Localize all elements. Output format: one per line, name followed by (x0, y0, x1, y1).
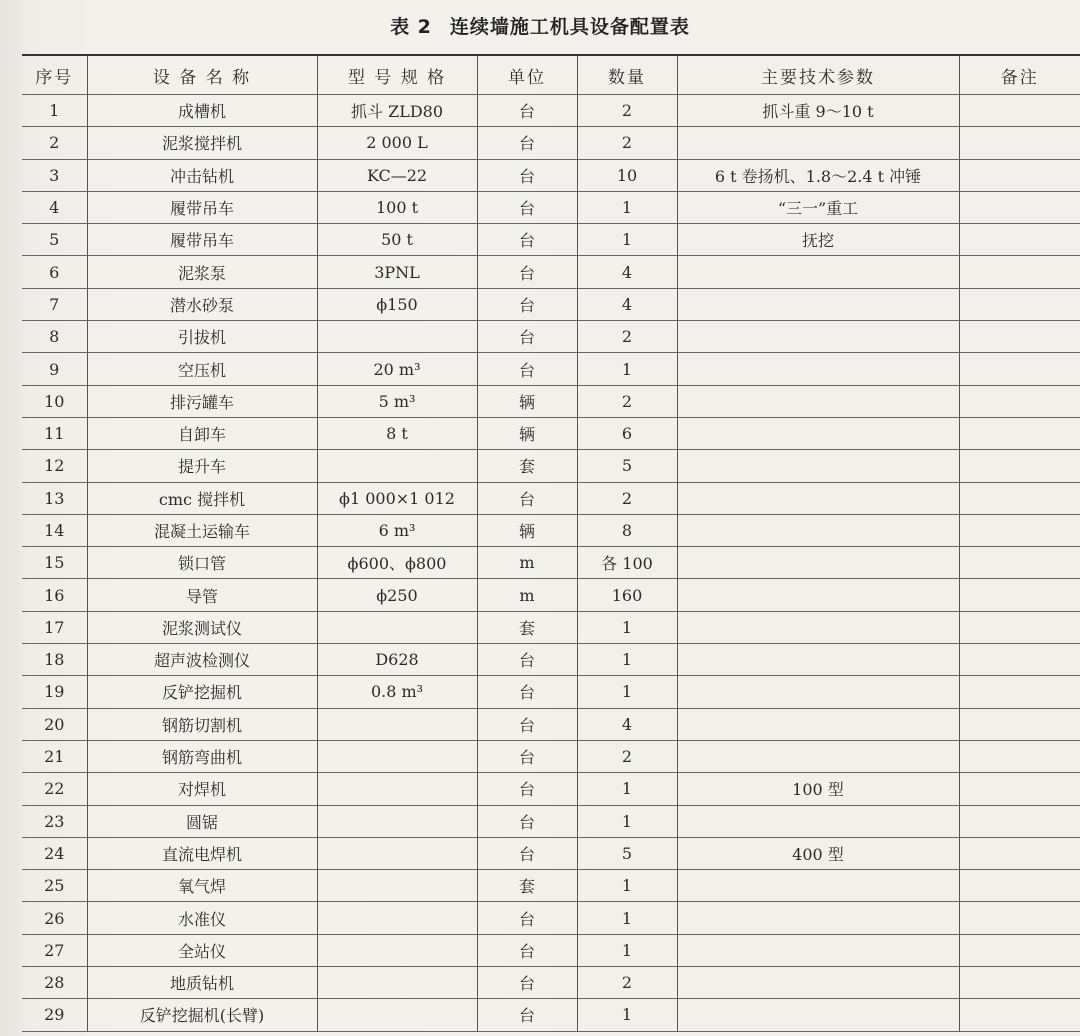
cell-model: KC—22 (317, 159, 477, 191)
cell-unit: 辆 (477, 514, 577, 546)
table-row (22, 321, 1080, 353)
equipment-table (22, 54, 1080, 1032)
table-body (22, 95, 1080, 1032)
cell-quantity: 1 (577, 191, 677, 223)
cell-unit: 台 (477, 644, 577, 676)
cell-name: 泥浆泵 (87, 256, 317, 288)
cell-quantity: 2 (577, 321, 677, 353)
cell-unit: 台 (477, 191, 577, 223)
cell-quantity: 1 (577, 999, 677, 1031)
cell-remarks (959, 967, 1080, 999)
cell-index: 8 (22, 321, 87, 353)
cell-quantity: 5 (577, 837, 677, 869)
cell-model (317, 934, 477, 966)
cell-quantity: 2 (577, 95, 677, 127)
cell-index: 22 (22, 773, 87, 805)
cell-remarks (959, 644, 1080, 676)
cell-parameters (677, 353, 959, 385)
cell-name: 地质钻机 (87, 967, 317, 999)
cell-unit: 台 (477, 805, 577, 837)
cell-unit: 台 (477, 902, 577, 934)
cell-model: 6 m³ (317, 514, 477, 546)
cell-parameters (677, 579, 959, 611)
table-row (22, 934, 1080, 966)
cell-model: ϕ250 (317, 579, 477, 611)
cell-unit: 台 (477, 127, 577, 159)
cell-quantity: 各 100 (577, 547, 677, 579)
cell-name: 钢筋弯曲机 (87, 740, 317, 772)
cell-unit: 台 (477, 999, 577, 1031)
cell-index: 21 (22, 740, 87, 772)
cell-remarks (959, 353, 1080, 385)
cell-index: 10 (22, 385, 87, 417)
cell-name: 钢筋切割机 (87, 708, 317, 740)
cell-model (317, 902, 477, 934)
table-row (22, 127, 1080, 159)
cell-index: 20 (22, 708, 87, 740)
cell-unit: 台 (477, 934, 577, 966)
cell-parameters (677, 870, 959, 902)
cell-remarks (959, 740, 1080, 772)
header-parameters: 主要技术参数 (677, 55, 959, 95)
cell-unit: m (477, 579, 577, 611)
cell-quantity: 2 (577, 740, 677, 772)
cell-index: 6 (22, 256, 87, 288)
cell-model (317, 967, 477, 999)
cell-name: 提升车 (87, 450, 317, 482)
cell-remarks (959, 676, 1080, 708)
cell-name: cmc 搅拌机 (87, 482, 317, 514)
cell-remarks (959, 127, 1080, 159)
cell-unit: 台 (477, 676, 577, 708)
cell-parameters (677, 482, 959, 514)
table-row (22, 676, 1080, 708)
cell-quantity: 1 (577, 353, 677, 385)
table-row (22, 417, 1080, 449)
table-row (22, 482, 1080, 514)
cell-quantity: 1 (577, 902, 677, 934)
cell-quantity: 5 (577, 450, 677, 482)
cell-model: 抓斗 ZLD80 (317, 95, 477, 127)
cell-model: ϕ150 (317, 288, 477, 320)
cell-index: 27 (22, 934, 87, 966)
cell-unit: 台 (477, 288, 577, 320)
cell-remarks (959, 934, 1080, 966)
table-row (22, 837, 1080, 869)
cell-parameters (677, 676, 959, 708)
cell-index: 26 (22, 902, 87, 934)
cell-name: 混凝土运输车 (87, 514, 317, 546)
cell-quantity: 1 (577, 224, 677, 256)
cell-index: 15 (22, 547, 87, 579)
table-caption: 连续墙施工机具设备配置表 (449, 16, 690, 38)
cell-model: 20 m³ (317, 353, 477, 385)
cell-model: 0.8 m³ (317, 676, 477, 708)
cell-model: 8 t (317, 417, 477, 449)
cell-name: 水准仪 (87, 902, 317, 934)
cell-parameters (677, 547, 959, 579)
cell-name: 冲击钻机 (87, 159, 317, 191)
header-index: 序号 (22, 55, 87, 95)
cell-index: 14 (22, 514, 87, 546)
cell-index: 11 (22, 417, 87, 449)
cell-index: 16 (22, 579, 87, 611)
cell-parameters (677, 708, 959, 740)
table-row (22, 547, 1080, 579)
header-model: 型 号 规 格 (317, 55, 477, 95)
cell-name: 全站仪 (87, 934, 317, 966)
cell-name: 履带吊车 (87, 191, 317, 223)
table-row (22, 902, 1080, 934)
cell-name: 泥浆测试仪 (87, 611, 317, 643)
cell-remarks (959, 191, 1080, 223)
cell-model (317, 999, 477, 1031)
cell-unit: 台 (477, 321, 577, 353)
table-header (22, 55, 1080, 95)
cell-parameters: 抚挖 (677, 224, 959, 256)
table-row (22, 95, 1080, 127)
cell-remarks (959, 805, 1080, 837)
cell-model: 5 m³ (317, 385, 477, 417)
cell-parameters: 400 型 (677, 837, 959, 869)
cell-parameters (677, 902, 959, 934)
cell-name: 反铲挖掘机 (87, 676, 317, 708)
cell-remarks (959, 385, 1080, 417)
cell-name: 超声波检测仪 (87, 644, 317, 676)
cell-parameters (677, 256, 959, 288)
cell-index: 29 (22, 999, 87, 1031)
cell-parameters: 100 型 (677, 773, 959, 805)
cell-name: 直流电焊机 (87, 837, 317, 869)
header-quantity: 数量 (577, 55, 677, 95)
cell-quantity: 1 (577, 805, 677, 837)
cell-model: 50 t (317, 224, 477, 256)
cell-model (317, 837, 477, 869)
cell-quantity: 8 (577, 514, 677, 546)
cell-remarks (959, 708, 1080, 740)
header-name: 设 备 名 称 (87, 55, 317, 95)
cell-parameters (677, 805, 959, 837)
cell-name: 排污罐车 (87, 385, 317, 417)
cell-parameters (677, 385, 959, 417)
cell-index: 5 (22, 224, 87, 256)
table-row (22, 805, 1080, 837)
cell-name: 空压机 (87, 353, 317, 385)
cell-remarks (959, 837, 1080, 869)
cell-parameters (677, 417, 959, 449)
cell-remarks (959, 482, 1080, 514)
cell-name: 引拔机 (87, 321, 317, 353)
cell-index: 12 (22, 450, 87, 482)
header-row (22, 55, 1080, 95)
cell-index: 23 (22, 805, 87, 837)
cell-index: 7 (22, 288, 87, 320)
table-title (0, 12, 1080, 39)
cell-name: 圆锯 (87, 805, 317, 837)
table-row (22, 514, 1080, 546)
cell-index: 3 (22, 159, 87, 191)
table-row (22, 385, 1080, 417)
table-row (22, 967, 1080, 999)
cell-index: 28 (22, 967, 87, 999)
table-row (22, 773, 1080, 805)
cell-unit: 台 (477, 159, 577, 191)
cell-quantity: 2 (577, 385, 677, 417)
cell-index: 9 (22, 353, 87, 385)
cell-model (317, 708, 477, 740)
cell-quantity: 1 (577, 870, 677, 902)
cell-remarks (959, 224, 1080, 256)
header-unit: 单位 (477, 55, 577, 95)
cell-index: 4 (22, 191, 87, 223)
table-row (22, 740, 1080, 772)
cell-remarks (959, 999, 1080, 1031)
cell-name: 履带吊车 (87, 224, 317, 256)
cell-remarks (959, 256, 1080, 288)
cell-quantity: 1 (577, 773, 677, 805)
cell-unit: 台 (477, 740, 577, 772)
cell-parameters (677, 450, 959, 482)
cell-unit: m (477, 547, 577, 579)
cell-quantity: 2 (577, 127, 677, 159)
cell-unit: 套 (477, 870, 577, 902)
cell-unit: 台 (477, 224, 577, 256)
cell-quantity: 6 (577, 417, 677, 449)
cell-quantity: 2 (577, 967, 677, 999)
table-row (22, 708, 1080, 740)
cell-parameters (677, 740, 959, 772)
cell-parameters (677, 514, 959, 546)
cell-unit: 辆 (477, 417, 577, 449)
cell-unit: 台 (477, 837, 577, 869)
cell-unit: 辆 (477, 385, 577, 417)
cell-quantity: 160 (577, 579, 677, 611)
cell-model (317, 611, 477, 643)
cell-parameters: “三一”重工 (677, 191, 959, 223)
cell-quantity: 1 (577, 676, 677, 708)
cell-model (317, 805, 477, 837)
cell-unit: 台 (477, 482, 577, 514)
cell-remarks (959, 417, 1080, 449)
table-row (22, 256, 1080, 288)
cell-index: 1 (22, 95, 87, 127)
cell-model: 100 t (317, 191, 477, 223)
cell-unit: 套 (477, 450, 577, 482)
cell-remarks (959, 95, 1080, 127)
cell-unit: 台 (477, 967, 577, 999)
cell-remarks (959, 514, 1080, 546)
cell-quantity: 4 (577, 708, 677, 740)
cell-name: 潜水砂泵 (87, 288, 317, 320)
cell-model: ϕ1 000×1 012 (317, 482, 477, 514)
cell-remarks (959, 450, 1080, 482)
cell-index: 24 (22, 837, 87, 869)
cell-parameters (677, 321, 959, 353)
cell-quantity: 4 (577, 288, 677, 320)
table-number: 表 2 (390, 16, 432, 38)
cell-remarks (959, 288, 1080, 320)
cell-unit: 台 (477, 773, 577, 805)
cell-model: 2 000 L (317, 127, 477, 159)
cell-remarks (959, 159, 1080, 191)
cell-name: 对焊机 (87, 773, 317, 805)
cell-name: 自卸车 (87, 417, 317, 449)
cell-quantity: 1 (577, 934, 677, 966)
cell-remarks (959, 870, 1080, 902)
cell-quantity: 2 (577, 482, 677, 514)
table-row (22, 870, 1080, 902)
cell-unit: 套 (477, 611, 577, 643)
cell-quantity: 1 (577, 644, 677, 676)
cell-model (317, 321, 477, 353)
cell-index: 19 (22, 676, 87, 708)
cell-unit: 台 (477, 95, 577, 127)
table-row (22, 353, 1080, 385)
cell-name: 反铲挖掘机(长臂) (87, 999, 317, 1031)
cell-index: 13 (22, 482, 87, 514)
cell-unit: 台 (477, 708, 577, 740)
cell-index: 17 (22, 611, 87, 643)
cell-model (317, 773, 477, 805)
cell-model: 3PNL (317, 256, 477, 288)
cell-remarks (959, 321, 1080, 353)
table-row (22, 159, 1080, 191)
cell-parameters (677, 288, 959, 320)
table-row (22, 288, 1080, 320)
cell-index: 25 (22, 870, 87, 902)
cell-remarks (959, 902, 1080, 934)
cell-model (317, 870, 477, 902)
table-row (22, 611, 1080, 643)
table-row (22, 999, 1080, 1031)
cell-unit: 台 (477, 256, 577, 288)
cell-remarks (959, 611, 1080, 643)
cell-quantity: 4 (577, 256, 677, 288)
table-row (22, 224, 1080, 256)
cell-remarks (959, 547, 1080, 579)
cell-parameters: 抓斗重 9～10 t (677, 95, 959, 127)
cell-quantity: 10 (577, 159, 677, 191)
cell-model: D628 (317, 644, 477, 676)
table-row (22, 579, 1080, 611)
cell-parameters (677, 967, 959, 999)
cell-model (317, 450, 477, 482)
cell-model (317, 740, 477, 772)
cell-quantity: 1 (577, 611, 677, 643)
cell-parameters (677, 999, 959, 1031)
cell-remarks (959, 773, 1080, 805)
cell-index: 18 (22, 644, 87, 676)
cell-name: 成槽机 (87, 95, 317, 127)
cell-index: 2 (22, 127, 87, 159)
cell-parameters: 6 t 卷扬机、1.8～2.4 t 冲锤 (677, 159, 959, 191)
cell-name: 泥浆搅拌机 (87, 127, 317, 159)
cell-parameters (677, 127, 959, 159)
cell-unit: 台 (477, 353, 577, 385)
cell-parameters (677, 644, 959, 676)
cell-name: 导管 (87, 579, 317, 611)
cell-name: 氧气焊 (87, 870, 317, 902)
table-row (22, 191, 1080, 223)
table-row (22, 644, 1080, 676)
cell-parameters (677, 934, 959, 966)
table-row (22, 450, 1080, 482)
cell-parameters (677, 611, 959, 643)
cell-name: 锁口管 (87, 547, 317, 579)
header-remarks: 备注 (959, 55, 1080, 95)
cell-model: ϕ600、ϕ800 (317, 547, 477, 579)
cell-remarks (959, 579, 1080, 611)
